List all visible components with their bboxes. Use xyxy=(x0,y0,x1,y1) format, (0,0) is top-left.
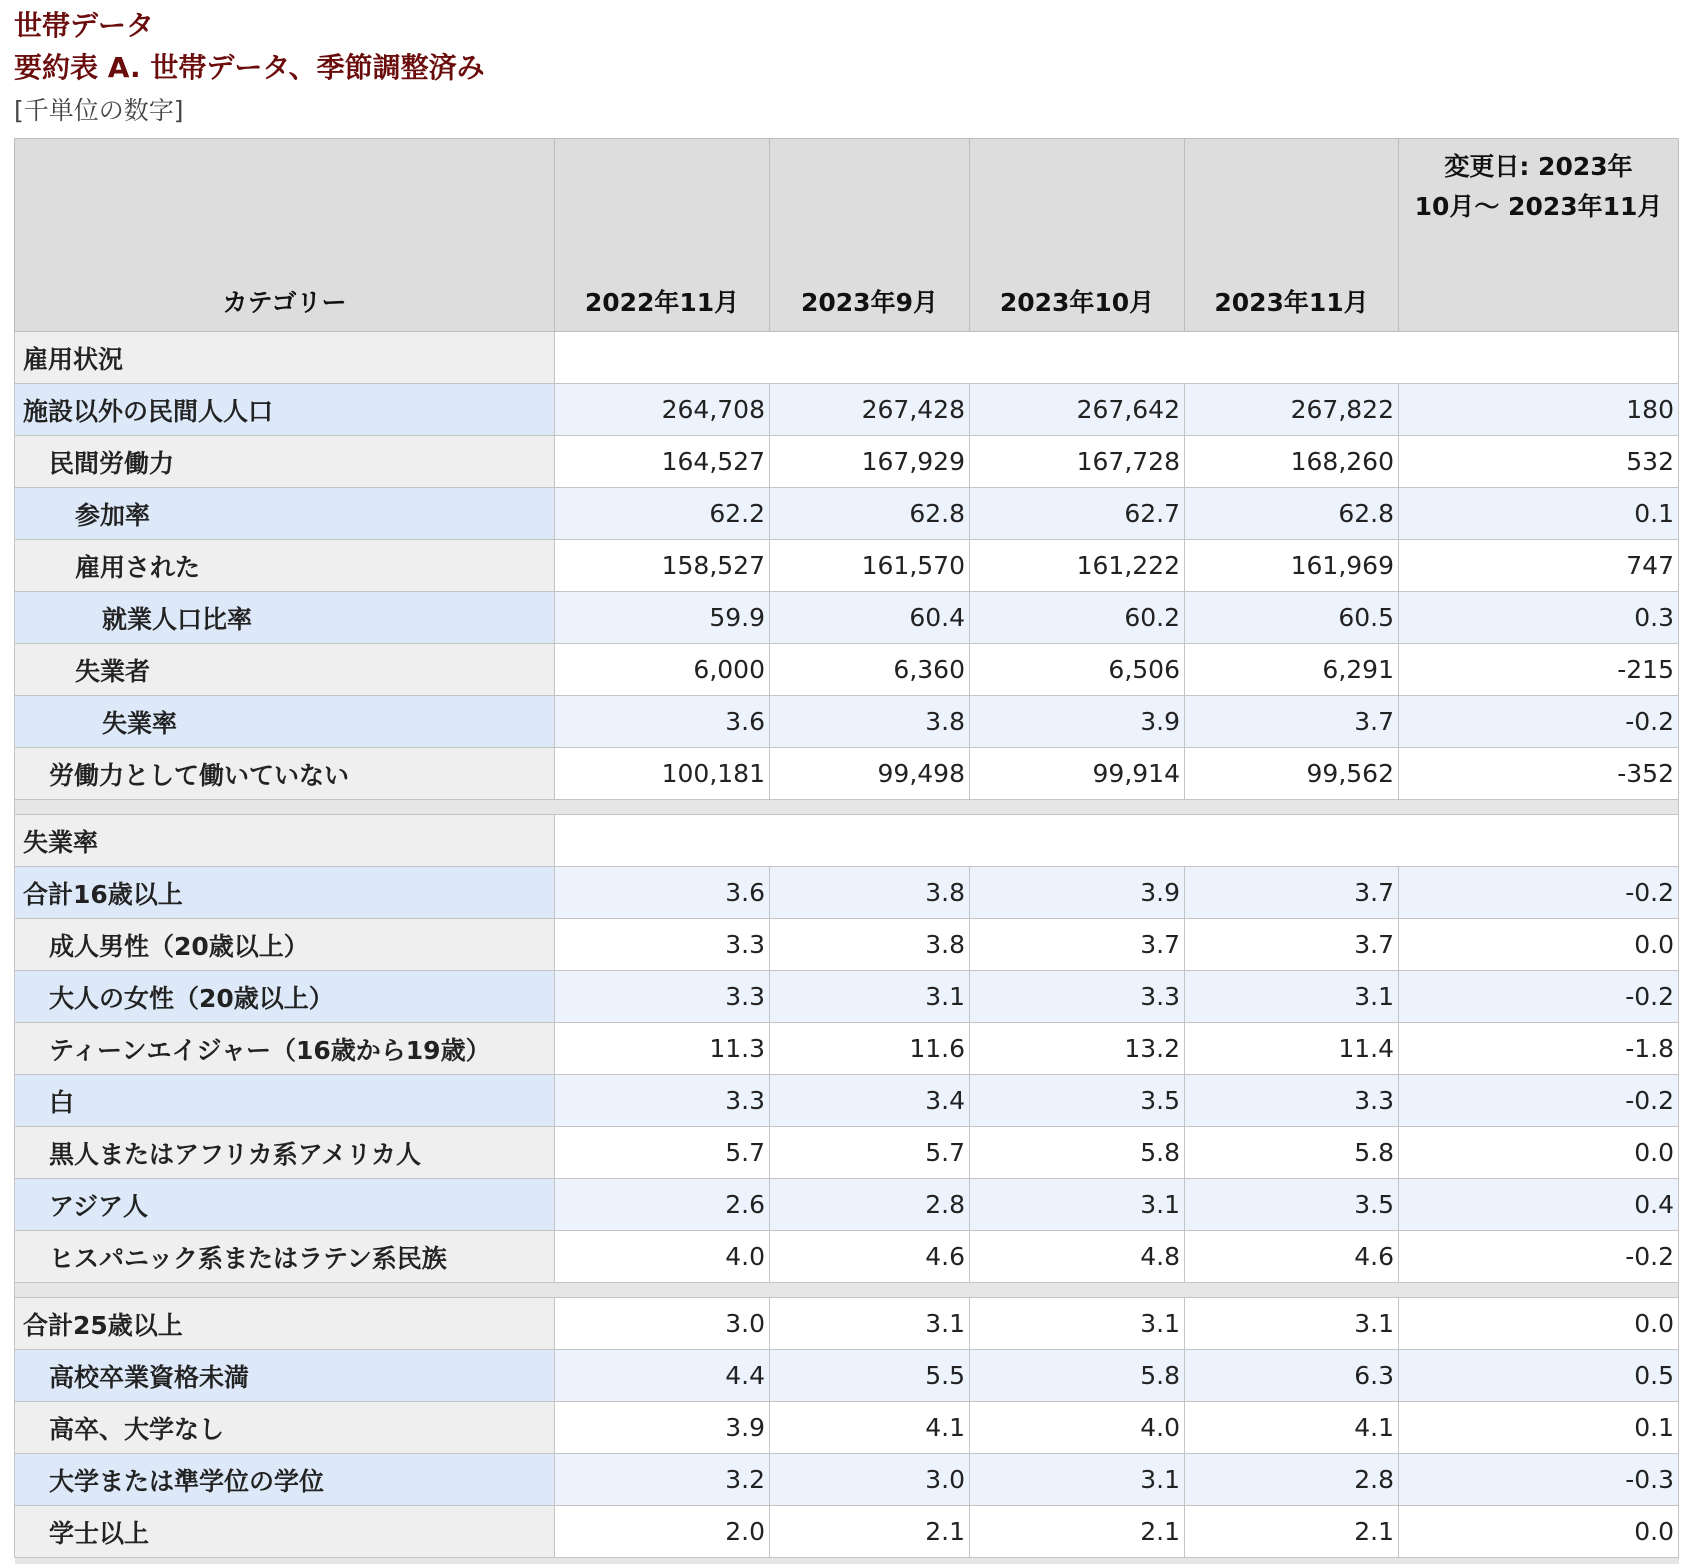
cell-change: 532 xyxy=(1399,436,1679,488)
row-label: 民間労働力 xyxy=(15,436,555,488)
cell-value: 3.4 xyxy=(770,1075,970,1127)
section-heading-row xyxy=(15,332,1679,384)
cell-value: 267,822 xyxy=(1185,384,1399,436)
cell-value: 267,642 xyxy=(970,384,1185,436)
header-category: カテゴリー xyxy=(15,139,555,332)
cell-value: 3.6 xyxy=(555,696,770,748)
cell-value: 164,527 xyxy=(555,436,770,488)
cell-value: 62.7 xyxy=(970,488,1185,540)
cell-value: 4.0 xyxy=(970,1402,1185,1454)
table-row xyxy=(15,867,1679,919)
cell-change: -1.8 xyxy=(1399,1023,1679,1075)
cell-value: 4.1 xyxy=(1185,1402,1399,1454)
cell-change: -0.2 xyxy=(1399,867,1679,919)
cell-value: 6,360 xyxy=(770,644,970,696)
section-divider xyxy=(15,1283,1679,1298)
row-label: 黒人またはアフリカ系アメリカ人 xyxy=(15,1127,555,1179)
table-row xyxy=(15,1075,1679,1127)
cell-value: 2.1 xyxy=(770,1506,970,1558)
cell-value: 5.5 xyxy=(770,1350,970,1402)
cell-value: 62.2 xyxy=(555,488,770,540)
cell-value: 2.0 xyxy=(555,1506,770,1558)
cell-value: 267,428 xyxy=(770,384,970,436)
cell-change: -0.2 xyxy=(1399,971,1679,1023)
cell-value: 5.8 xyxy=(1185,1127,1399,1179)
cell-value: 2.6 xyxy=(555,1179,770,1231)
cell-change: 0.3 xyxy=(1399,592,1679,644)
row-label: 成人男性（20歳以上） xyxy=(15,919,555,971)
table-row xyxy=(15,1179,1679,1231)
cell-value: 3.3 xyxy=(1185,1075,1399,1127)
cell-value: 3.7 xyxy=(1185,696,1399,748)
cell-value: 60.2 xyxy=(970,592,1185,644)
table-title: 要約表 A. 世帯データ、季節調整済み xyxy=(14,46,1678,90)
row-label: 学士以上 xyxy=(15,1506,555,1558)
row-label: 雇用された xyxy=(15,540,555,592)
row-label: ティーンエイジャー（16歳から19歳） xyxy=(15,1023,555,1075)
cell-value: 4.4 xyxy=(555,1350,770,1402)
table-row xyxy=(15,696,1679,748)
cell-value: 6,291 xyxy=(1185,644,1399,696)
cell-value: 2.1 xyxy=(970,1506,1185,1558)
cell-value: 11.4 xyxy=(1185,1023,1399,1075)
cell-value: 3.1 xyxy=(770,1298,970,1350)
cell-value: 11.6 xyxy=(770,1023,970,1075)
cell-value: 59.9 xyxy=(555,592,770,644)
cell-change: -0.2 xyxy=(1399,696,1679,748)
household-data-table xyxy=(14,138,1679,1564)
table-row xyxy=(15,436,1679,488)
row-label: 大学または準学位の学位 xyxy=(15,1454,555,1506)
cell-value: 167,929 xyxy=(770,436,970,488)
table-row xyxy=(15,592,1679,644)
row-label: アジア人 xyxy=(15,1179,555,1231)
cell-value: 6,506 xyxy=(970,644,1185,696)
page xyxy=(14,0,1678,1564)
table-row xyxy=(15,1402,1679,1454)
cell-value: 161,570 xyxy=(770,540,970,592)
table-row xyxy=(15,1298,1679,1350)
cell-value: 3.9 xyxy=(970,696,1185,748)
header-change-line2: 10月～ 2023年11月 xyxy=(1415,192,1663,221)
cell-change: 747 xyxy=(1399,540,1679,592)
cell-value: 6.3 xyxy=(1185,1350,1399,1402)
cell-change: -0.3 xyxy=(1399,1454,1679,1506)
cell-value: 3.5 xyxy=(970,1075,1185,1127)
cell-change: -0.2 xyxy=(1399,1231,1679,1283)
cell-value: 3.1 xyxy=(970,1454,1185,1506)
row-label: ヒスパニック系またはラテン系民族 xyxy=(15,1231,555,1283)
cell-change: -0.2 xyxy=(1399,1075,1679,1127)
table-row xyxy=(15,644,1679,696)
cell-value: 3.7 xyxy=(1185,867,1399,919)
cell-value: 99,562 xyxy=(1185,748,1399,800)
cell-change: -215 xyxy=(1399,644,1679,696)
table-row xyxy=(15,1231,1679,1283)
cell-change: 0.1 xyxy=(1399,488,1679,540)
header-2022-nov: 2022年11月 xyxy=(555,139,770,332)
cell-value: 11.3 xyxy=(555,1023,770,1075)
cell-value: 161,222 xyxy=(970,540,1185,592)
cell-value: 2.1 xyxy=(1185,1506,1399,1558)
cell-value: 2.8 xyxy=(1185,1454,1399,1506)
cell-value: 3.6 xyxy=(555,867,770,919)
cell-value: 3.7 xyxy=(1185,919,1399,971)
cell-value: 3.9 xyxy=(970,867,1185,919)
table-row xyxy=(15,1023,1679,1075)
cell-value: 62.8 xyxy=(770,488,970,540)
cell-value: 4.1 xyxy=(770,1402,970,1454)
row-label: 高卒、大学なし xyxy=(15,1402,555,1454)
table-row xyxy=(15,971,1679,1023)
row-label: 高校卒業資格未満 xyxy=(15,1350,555,1402)
cell-value: 60.4 xyxy=(770,592,970,644)
units-note: [千単位の数字] xyxy=(14,90,1678,132)
table-row xyxy=(15,488,1679,540)
table-row xyxy=(15,919,1679,971)
cell-change: 0.1 xyxy=(1399,1402,1679,1454)
row-label: 合計16歳以上 xyxy=(15,867,555,919)
row-label: 白 xyxy=(15,1075,555,1127)
row-label: 失業率 xyxy=(15,696,555,748)
section-heading-row xyxy=(15,815,1679,867)
cell-value: 13.2 xyxy=(970,1023,1185,1075)
cell-value: 3.3 xyxy=(555,1075,770,1127)
cell-change: 0.0 xyxy=(1399,1127,1679,1179)
table-row xyxy=(15,1454,1679,1506)
cell-value: 3.9 xyxy=(555,1402,770,1454)
row-label: 参加率 xyxy=(15,488,555,540)
page-title: 世帯データ xyxy=(14,0,1678,46)
row-label: 施設以外の民間人人口 xyxy=(15,384,555,436)
cell-value: 4.0 xyxy=(555,1231,770,1283)
header-2023-oct: 2023年10月 xyxy=(970,139,1185,332)
table-footer-strip xyxy=(15,1558,1679,1564)
cell-value: 3.8 xyxy=(770,919,970,971)
row-label: 大人の女性（20歳以上） xyxy=(15,971,555,1023)
cell-change: -352 xyxy=(1399,748,1679,800)
cell-value: 99,914 xyxy=(970,748,1185,800)
table-row xyxy=(15,384,1679,436)
cell-value: 167,728 xyxy=(970,436,1185,488)
cell-value: 3.0 xyxy=(770,1454,970,1506)
cell-value: 161,969 xyxy=(1185,540,1399,592)
header-row xyxy=(15,139,1679,332)
cell-value: 3.1 xyxy=(970,1179,1185,1231)
header-2023-nov: 2023年11月 xyxy=(1185,139,1399,332)
cell-value: 3.3 xyxy=(555,919,770,971)
cell-value: 62.8 xyxy=(1185,488,1399,540)
cell-value: 3.3 xyxy=(555,971,770,1023)
cell-value: 60.5 xyxy=(1185,592,1399,644)
cell-value: 3.1 xyxy=(1185,1298,1399,1350)
section-heading: 失業率 xyxy=(15,815,555,867)
header-change xyxy=(1399,139,1679,332)
cell-value: 4.6 xyxy=(770,1231,970,1283)
cell-value: 3.3 xyxy=(970,971,1185,1023)
cell-value: 5.8 xyxy=(970,1350,1185,1402)
cell-change: 0.5 xyxy=(1399,1350,1679,1402)
header-2023-sep: 2023年9月 xyxy=(770,139,970,332)
cell-value: 3.8 xyxy=(770,867,970,919)
table-row xyxy=(15,1127,1679,1179)
cell-value: 6,000 xyxy=(555,644,770,696)
cell-value: 5.7 xyxy=(555,1127,770,1179)
row-label: 失業者 xyxy=(15,644,555,696)
table-row xyxy=(15,748,1679,800)
cell-value: 3.7 xyxy=(970,919,1185,971)
table-row xyxy=(15,540,1679,592)
cell-value: 168,260 xyxy=(1185,436,1399,488)
cell-change: 0.0 xyxy=(1399,1298,1679,1350)
section-heading: 雇用状況 xyxy=(15,332,555,384)
cell-value: 4.8 xyxy=(970,1231,1185,1283)
cell-value: 3.1 xyxy=(770,971,970,1023)
cell-change: 0.4 xyxy=(1399,1179,1679,1231)
row-label: 就業人口比率 xyxy=(15,592,555,644)
cell-value: 3.1 xyxy=(970,1298,1185,1350)
cell-value: 264,708 xyxy=(555,384,770,436)
cell-change: 0.0 xyxy=(1399,919,1679,971)
cell-value: 3.0 xyxy=(555,1298,770,1350)
cell-value: 100,181 xyxy=(555,748,770,800)
cell-value: 4.6 xyxy=(1185,1231,1399,1283)
row-label: 合計25歳以上 xyxy=(15,1298,555,1350)
cell-value: 3.8 xyxy=(770,696,970,748)
header-change-line1: 変更日: 2023年 xyxy=(1444,152,1632,181)
section-divider xyxy=(15,800,1679,815)
cell-value: 3.2 xyxy=(555,1454,770,1506)
cell-value: 158,527 xyxy=(555,540,770,592)
cell-change: 0.0 xyxy=(1399,1506,1679,1558)
cell-value: 2.8 xyxy=(770,1179,970,1231)
cell-value: 5.7 xyxy=(770,1127,970,1179)
cell-change: 180 xyxy=(1399,384,1679,436)
row-label: 労働力として働いていない xyxy=(15,748,555,800)
cell-value: 5.8 xyxy=(970,1127,1185,1179)
table-row xyxy=(15,1506,1679,1558)
table-row xyxy=(15,1350,1679,1402)
cell-value: 3.5 xyxy=(1185,1179,1399,1231)
cell-value: 3.1 xyxy=(1185,971,1399,1023)
cell-value: 99,498 xyxy=(770,748,970,800)
